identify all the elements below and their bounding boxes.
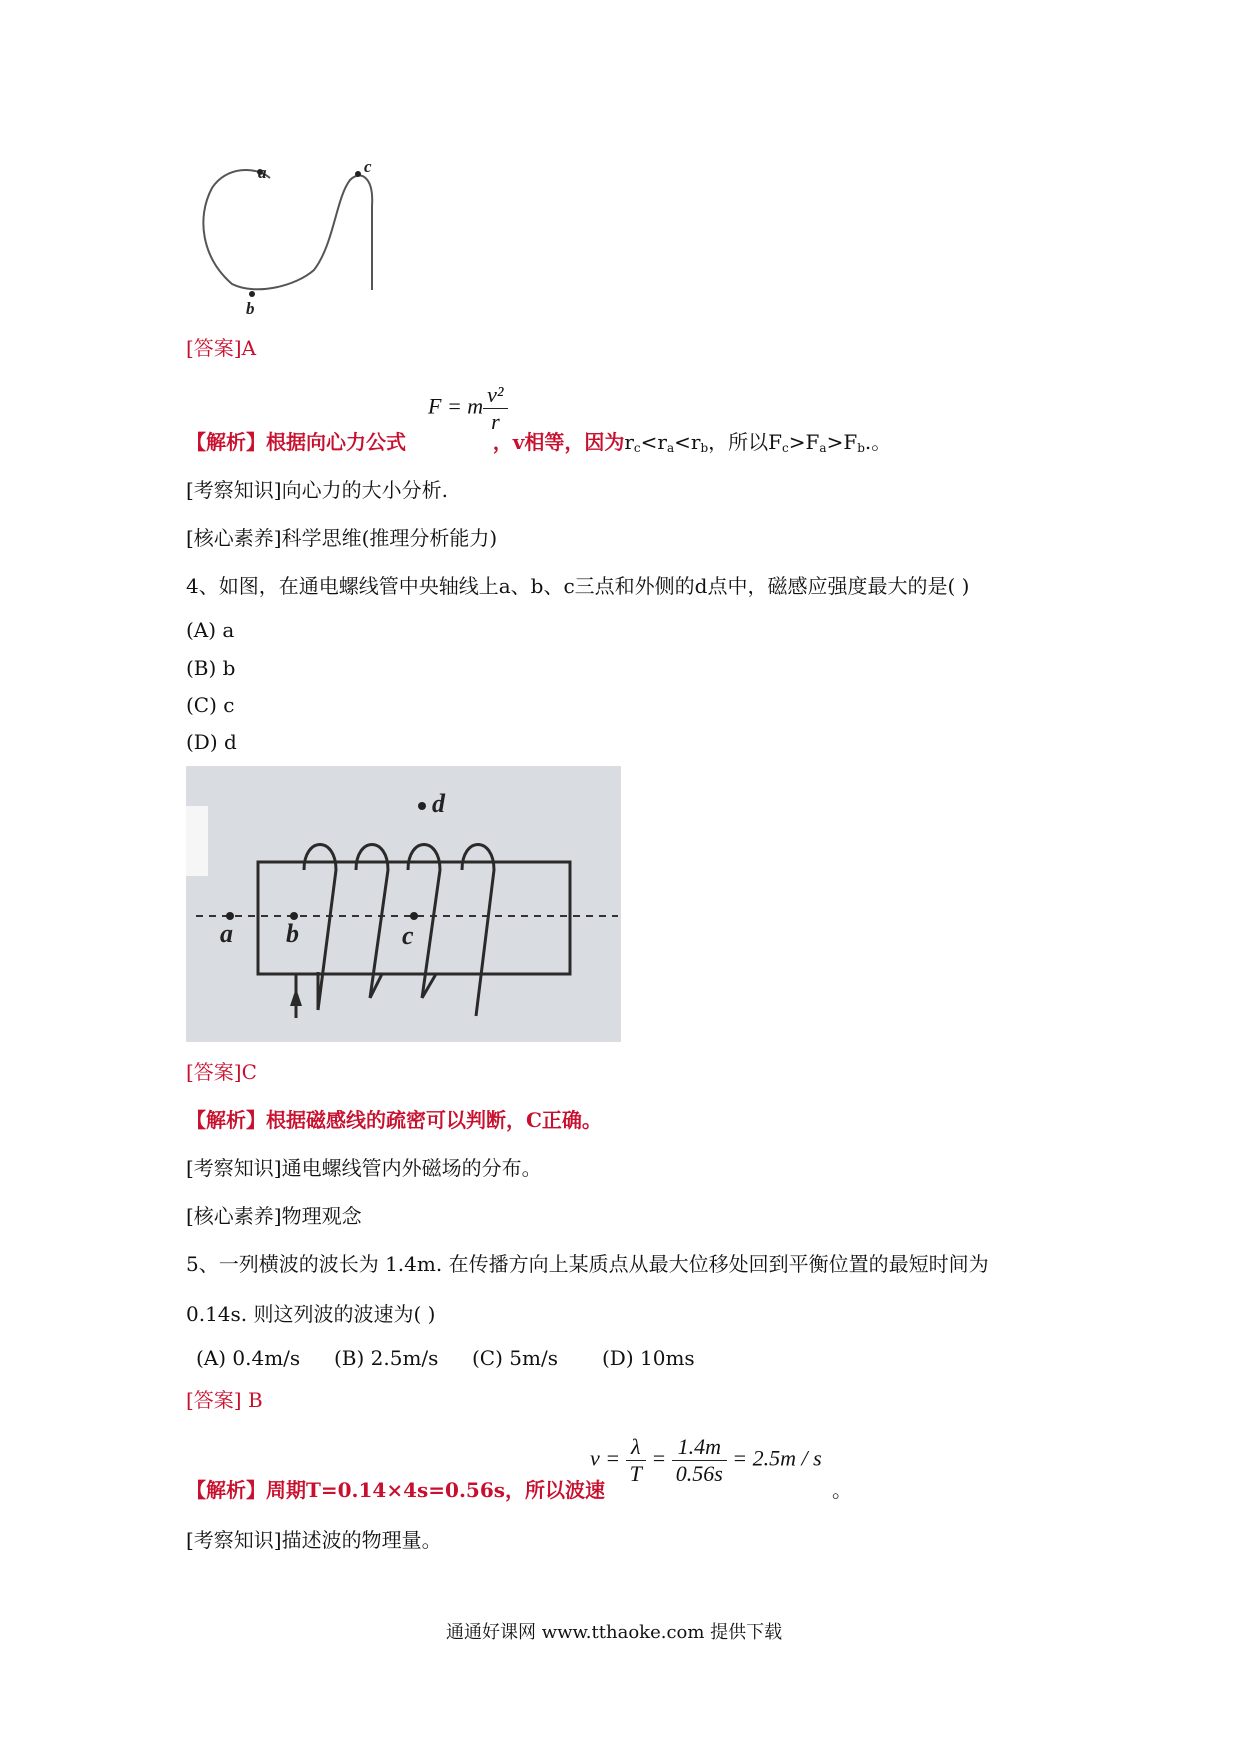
q4-option-d: (D) d [186, 730, 237, 754]
q5-analysis [186, 1476, 605, 1504]
q3-formula-lhs: F = m [428, 393, 484, 419]
solenoid-figure [186, 766, 621, 1042]
q5-option-b: (B) 2.5m/s [334, 1346, 439, 1370]
q5-stem-line1: 5、一列横波的波长为 1.4m. 在传播方向上某质点从最大位移处回到平衡位置的最短时间为 [186, 1252, 989, 1276]
q3-analysis-end: 。 [871, 430, 892, 454]
label-a: a [258, 163, 267, 182]
trajectory-figure [196, 158, 396, 318]
q3-analysis-ineq: $r_c<r_a<r_b$ [624, 430, 709, 455]
q4-knowledge: [考察知识]通电螺线管内外磁场的分布。 [186, 1156, 542, 1180]
q3-analysis [186, 428, 891, 462]
q4-option-a: (A) a [186, 618, 235, 642]
q5-formula-fraction1 [626, 1434, 646, 1487]
q5-formula-den1: T [629, 1461, 642, 1486]
label-c: c [364, 158, 372, 176]
q3-analysis-result: $F_c>F_a>F_b$. [768, 430, 872, 455]
q3-analysis-tail: ，所以 [708, 430, 769, 454]
trajectory-curve [203, 170, 372, 290]
q5-answer: [答案] B [186, 1388, 263, 1412]
q4-literacy: [核心素养]物理观念 [186, 1204, 362, 1228]
q4-option-b: (B) b [186, 656, 236, 680]
q5-formula-eq: = [651, 1445, 667, 1471]
label-b: b [246, 299, 255, 318]
q5-formula-lhs: v = [590, 1445, 621, 1471]
point-c-dot [355, 171, 361, 177]
q5-formula [590, 1434, 822, 1487]
q5-analysis-end: 。 [832, 1478, 852, 1502]
q3-formula-den: r [491, 409, 500, 434]
q3-formula-num: v² [483, 382, 507, 409]
label-d: d [432, 789, 445, 818]
point-d-dot [418, 802, 426, 810]
page-footer: 通通好课网 www.tthaoke.com 提供下载 [446, 1622, 783, 1643]
q4-answer: [答案]C [186, 1060, 257, 1084]
photo-white-patch [186, 806, 208, 876]
q3-knowledge: [考察知识]向心力的大小分析. [186, 478, 448, 502]
point-c-dot [410, 912, 418, 920]
q4-stem: 4、如图，在通电螺线管中央轴线上a、b、c三点和外侧的d点中，磁感应强度最大的是( ) [186, 574, 970, 598]
q5-option-a: (A) 0.4m/s [196, 1346, 301, 1370]
q5-formula-fraction2 [672, 1434, 727, 1487]
q3-literacy: [核心素养]科学思维(推理分析能力) [186, 526, 498, 550]
q3-analysis-mid: ，v相等，因为 [492, 430, 625, 454]
q4-option-c: (C) c [186, 693, 235, 717]
label-a: a [220, 919, 233, 948]
q3-answer: [答案]A [186, 336, 257, 360]
q5-formula-rhs: = 2.5m / s [732, 1445, 822, 1471]
q5-formula-num1: λ [626, 1434, 646, 1461]
point-b-dot [249, 291, 255, 297]
q5-analysis-text: 【解析】周期T=0.14×4s=0.56s，所以波速 [186, 1478, 606, 1502]
q5-formula-den2: 0.56s [675, 1461, 723, 1486]
label-b: b [286, 919, 299, 948]
q4-analysis: 【解析】根据磁感线的疏密可以判断，C正确。 [186, 1108, 602, 1132]
q5-knowledge: [考察知识]描述波的物理量。 [186, 1528, 442, 1552]
label-c: c [402, 921, 414, 950]
photo-background [186, 766, 621, 1042]
q5-formula-num2: 1.4m [672, 1434, 727, 1461]
q5-option-c: (C) 5m/s [472, 1346, 558, 1370]
q5-stem-line2: 0.14s. 则这列波的波速为( ) [186, 1302, 436, 1326]
q3-analysis-label: 【解析】根据向心力公式 [186, 430, 406, 454]
q5-option-d: (D) 10ms [602, 1346, 695, 1370]
